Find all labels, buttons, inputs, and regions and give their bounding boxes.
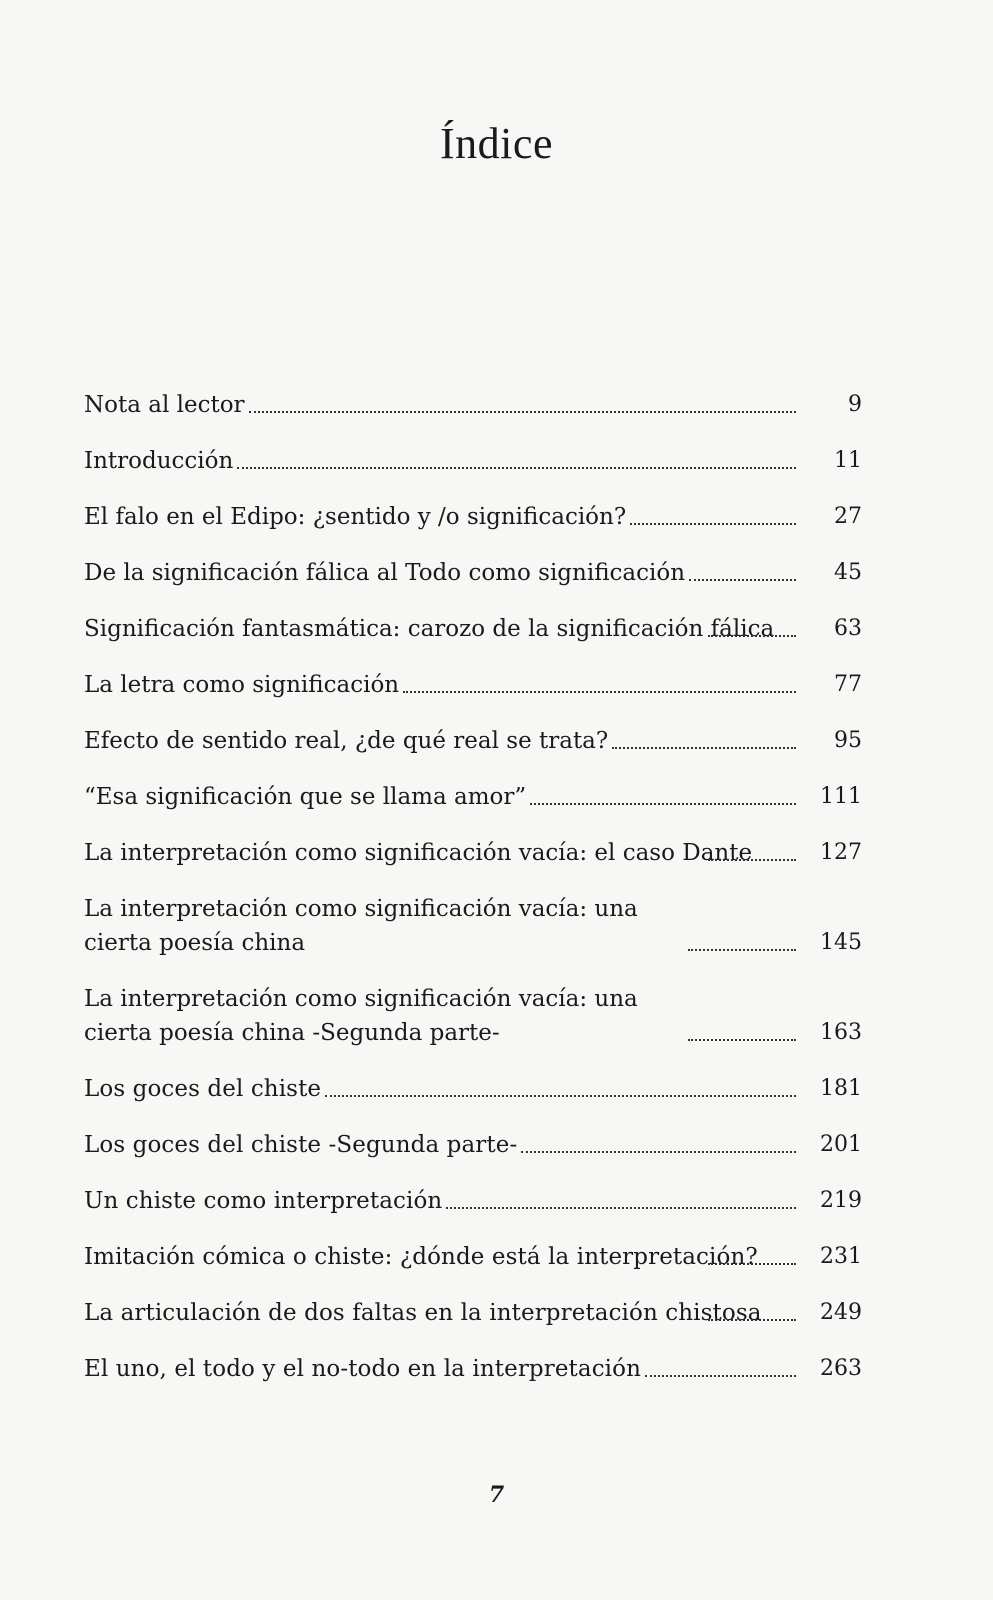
toc-entry-page: 249 [820, 1300, 862, 1325]
toc-entry-title: Un chiste como interpretación [84, 1188, 443, 1214]
dot-leader [708, 635, 796, 637]
toc-entry-title: Significación fantasmática: carozo de la significación fálica [84, 616, 775, 642]
toc-entry[interactable] [84, 982, 862, 1050]
dot-leader [708, 859, 796, 861]
toc-entry[interactable] [84, 444, 862, 478]
toc-entry-page: 45 [834, 560, 862, 585]
toc-entry-page: 77 [834, 672, 862, 697]
toc-entry-page: 63 [834, 616, 862, 641]
toc-entry-title: Los goces del chiste -Segunda parte- [84, 1132, 518, 1158]
toc-entry[interactable] [84, 388, 862, 422]
toc-entry-page: 201 [820, 1132, 862, 1157]
toc-entry-page: 219 [820, 1188, 862, 1213]
toc-entry[interactable] [84, 612, 862, 646]
toc-entry-page: 127 [820, 840, 862, 865]
toc-entry[interactable] [84, 1296, 862, 1330]
toc-entry-page: 145 [820, 930, 862, 955]
toc-entry-page: 181 [820, 1076, 862, 1101]
dot-leader [237, 467, 796, 469]
toc-entry-title: El uno, el todo y el no-todo en la interpretación [84, 1356, 642, 1382]
dot-leader [249, 411, 796, 413]
toc-entry-page: 11 [834, 448, 862, 473]
dot-leader [630, 523, 796, 525]
toc-entry-title: La articulación de dos faltas en la interpretación chistosa [84, 1300, 762, 1326]
toc-entry[interactable] [84, 500, 862, 534]
toc-entry-page: 231 [820, 1244, 862, 1269]
dot-leader [446, 1207, 796, 1209]
toc-entry[interactable] [84, 724, 862, 758]
dot-leader [688, 949, 796, 951]
toc-entry[interactable] [84, 556, 862, 590]
toc-entry-page: 263 [820, 1356, 862, 1381]
toc-entry-title: De la significación fálica al Todo como significación [84, 560, 686, 586]
toc-entry-title: Imitación cómica o chiste: ¿dónde está la interpretación? [84, 1244, 758, 1270]
dot-leader [612, 747, 796, 749]
toc-entry-title: La interpretación como significación vacía: una cierta poesía china -Segunda parte- [84, 986, 638, 1046]
dot-leader [689, 579, 796, 581]
page-number: 7 [488, 1482, 505, 1508]
dot-leader [708, 1263, 796, 1265]
toc-entry-title: La letra como significación [84, 672, 400, 698]
page-title: Índice [440, 119, 553, 168]
dot-leader [403, 691, 796, 693]
toc-entry[interactable] [84, 1240, 862, 1274]
toc-entry[interactable] [84, 1184, 862, 1218]
toc-entry-page: 9 [848, 392, 862, 417]
toc-entry[interactable] [84, 780, 862, 814]
toc-entry-title: Los goces del chiste [84, 1076, 322, 1102]
toc-entry[interactable] [84, 668, 862, 702]
dot-leader [688, 1039, 796, 1041]
toc-entry[interactable] [84, 892, 862, 960]
table-of-contents [84, 388, 862, 1408]
dot-leader [521, 1151, 796, 1153]
dot-leader [645, 1375, 796, 1377]
toc-entry-title: La interpretación como significación vacía: el caso Dante [84, 840, 753, 866]
toc-entry-title: Efecto de sentido real, ¿de qué real se trata? [84, 728, 609, 754]
toc-entry[interactable] [84, 1072, 862, 1106]
dot-leader [708, 1319, 796, 1321]
toc-entry-title: El falo en el Edipo: ¿sentido y /o significación? [84, 504, 627, 530]
toc-entry[interactable] [84, 1128, 862, 1162]
dot-leader [530, 803, 796, 805]
toc-entry[interactable] [84, 1352, 862, 1386]
toc-entry-title: Nota al lector [84, 392, 245, 418]
toc-entry-title: “Esa significación que se llama amor” [84, 784, 527, 810]
toc-entry-page: 95 [834, 728, 862, 753]
dot-leader [325, 1095, 796, 1097]
toc-entry-title: Introducción [84, 448, 234, 474]
toc-entry-title: La interpretación como significación vacía: una cierta poesía china [84, 896, 638, 956]
toc-entry-page: 163 [820, 1020, 862, 1045]
toc-entry-page: 111 [820, 784, 862, 809]
toc-entry[interactable] [84, 836, 862, 870]
toc-entry-page: 27 [834, 504, 862, 529]
